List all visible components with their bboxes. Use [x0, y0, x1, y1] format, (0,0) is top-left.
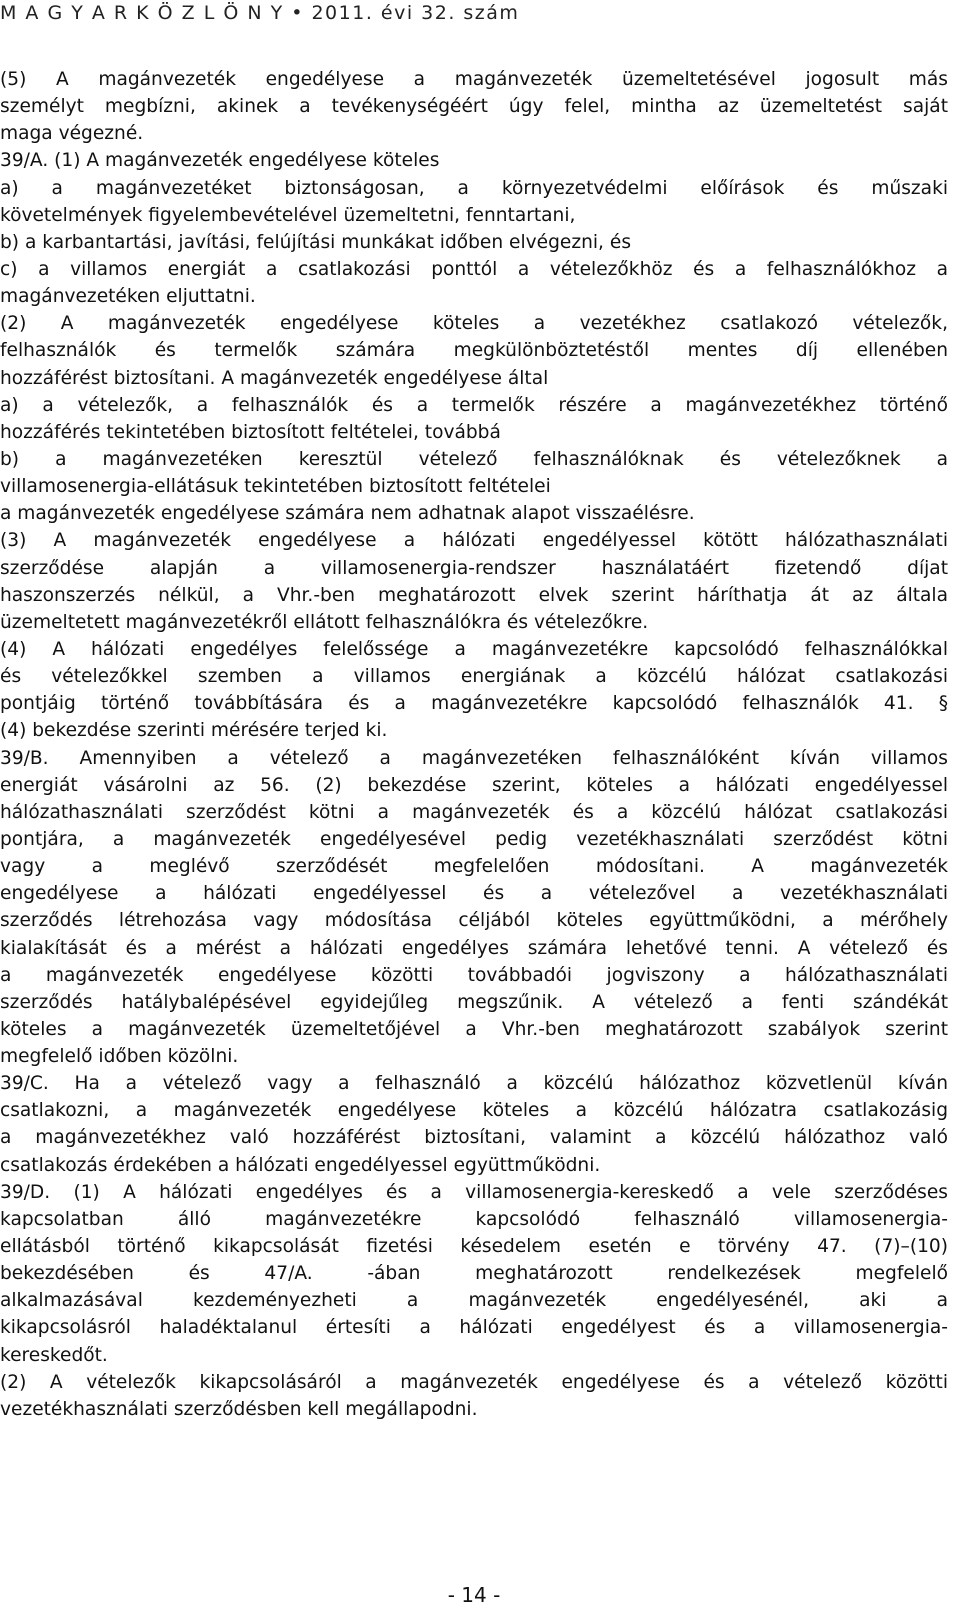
text-line: a magánvezetékhez való hozzáférést biztosítani, valamint a közcélú hálózathoz való [0, 1127, 948, 1149]
text-line: kapcsolatban álló magánvezetékre kapcsolódó felhasználó villamosenergia- [0, 1208, 948, 1230]
text-line: energiát vásárolni az 56. (2) bekezdése szerint, köteles a hálózati engedélyessel [0, 774, 948, 796]
text-line: (2) A vételezők kikapcsolásáról a magánvezeték engedélyese és a vételező közötti [0, 1371, 948, 1393]
text-line: felhasználók és termelők számára megkülönböztetéstől mentes díj ellenében [0, 340, 948, 362]
text-line: vezetékhasználati szerződésben kell megállapodni. [0, 1398, 478, 1420]
text-line: maga végezné. [0, 123, 144, 145]
text-line: a) a vételezők, a felhasználók és a termelők részére a magánvezetékhez történő [0, 394, 948, 416]
text-line: szerződés létrehozása vagy módosítása céljából köteles együttműködni, a mérőhely [0, 910, 948, 932]
text-line: magánvezetéken eljuttatni. [0, 286, 256, 308]
text-line: pontjáig történő továbbítására és a magánvezetékre kapcsolódó felhasználók 41. § [0, 693, 948, 715]
text-line: csatlakozás érdekében a hálózati engedélyessel együttműködni. [0, 1154, 601, 1176]
text-line: engedélyese a hálózati engedélyessel és a vételezővel a vezetékhasználati [0, 883, 948, 905]
text-line: a magánvezeték engedélyese közötti továbbadói jogviszony a hálózathasználati [0, 964, 948, 986]
text-line: vagy a meglévő szerződését megfelelően módosítani. A magánvezeték [0, 856, 948, 878]
text-line: szerződése alapján a villamosenergia-rendszer használatáért fizetendő díjat [0, 557, 948, 579]
page-number: - 14 - [447, 1583, 501, 1607]
text-line: bekezdésében és 47/A. -ában meghatározott rendelkezések megfelelő [0, 1263, 948, 1285]
text-line: (4) bekezdése szerinti mérésére terjed ki. [0, 720, 388, 742]
text-line: 39/D. (1) A hálózati engedélyes és a villamosenergia-kereskedő a vele szerződéses [0, 1181, 948, 1203]
text-line: (5) A magánvezeték engedélyese a magánvezeték üzemeltetésével jogosult más [0, 69, 948, 90]
text-line: (2) A magánvezeték engedélyese köteles a vezetékhez csatlakozó vételezők, [0, 313, 948, 335]
text-line: csatlakozni, a magánvezeték engedélyese köteles a közcélú hálózatra csatlakozásig [0, 1100, 948, 1122]
text-line: kialakítását és a mérést a hálózati engedélyes számára lehetővé tenni. A vételező és [0, 937, 948, 959]
text-line: kikapcsolásról haladéktalanul értesíti a hálózati engedélyest és a villamosenergia- [0, 1317, 948, 1339]
text-line: személyt megbízni, akinek a tevékenységéért úgy felel, mintha az üzemeltetést saját [0, 96, 948, 118]
text-line: alkalmazásával kezdeményezheti a magánvezeték engedélyesénél, aki a [0, 1290, 948, 1312]
text-line: b) a karbantartási, javítási, felújítási munkákat időben elvégezni, és [0, 231, 632, 253]
text-line: a) a magánvezetéket biztonságosan, a környezetvédelmi előírások és műszaki [0, 177, 948, 199]
text-line: c) a villamos energiát a csatlakozási ponttól a vételezőkhöz és a felhasználókhoz a [0, 258, 948, 280]
page-header: M A G Y A R K Ö Z L Ö N Y • 2011. évi 32. szám [0, 2, 520, 24]
text-line: 39/B. Amennyiben a vételező a magánvezetéken felhasználóként kíván villamos [0, 747, 948, 769]
document-body [0, 66, 948, 1423]
text-line: haszonszerzés nélkül, a Vhr.-ben meghatározott elvek szerint háríthatja át az általa [0, 584, 948, 606]
text-line: ellátásból történő kikapcsolását fizetési késedelem esetén e törvény 47. (7)–(10) [0, 1236, 948, 1258]
text-line: kereskedőt. [0, 1344, 108, 1366]
text-line: b) a magánvezetéken keresztül vételező felhasználóknak és vételezőknek a [0, 448, 948, 470]
text-line: hálózathasználati szerződést kötni a magánvezeték és a közcélú hálózat csatlakozási [0, 801, 948, 823]
text-line: szerződés hatálybalépésével egyidejűleg megszűnik. A vételező a fenti szándékát [0, 991, 948, 1013]
text-line: 39/C. Ha a vételező vagy a felhasználó a közcélú hálózathoz közvetlenül kíván [0, 1073, 948, 1095]
text-line: pontjára, a magánvezeték engedélyesével pedig vezetékhasználati szerződést kötni [0, 828, 948, 850]
text-line: hozzáférést biztosítani. A magánvezeték engedélyese által [0, 367, 549, 389]
text-line: (4) A hálózati engedélyes felelőssége a magánvezetékre kapcsolódó felhasználókkal [0, 638, 948, 660]
text-line: hozzáférés tekintetében biztosított feltételei, továbbá [0, 421, 501, 443]
text-line: a magánvezeték engedélyese számára nem adhatnak alapot visszaélésre. [0, 503, 695, 525]
text-line: villamosenergia-ellátásuk tekintetében biztosított feltételei [0, 476, 551, 498]
text-line: és vételezőkkel szemben a villamos energiának a közcélú hálózat csatlakozási [0, 666, 948, 688]
text-line: 39/A. (1) A magánvezeték engedélyese köteles [0, 150, 440, 172]
text-line: követelmények figyelembevételével üzemeltetni, fenntartani, [0, 204, 576, 226]
text-line: (3) A magánvezeték engedélyese a hálózati engedélyessel kötött hálózathasználati [0, 530, 948, 552]
text-line: üzemeltetett magánvezetékről ellátott felhasználókra és vételezőkre. [0, 611, 649, 633]
text-line: köteles a magánvezeték üzemeltetőjével a Vhr.-ben meghatározott szabályok szerint [0, 1018, 948, 1040]
text-line: megfelelő időben közölni. [0, 1046, 239, 1068]
